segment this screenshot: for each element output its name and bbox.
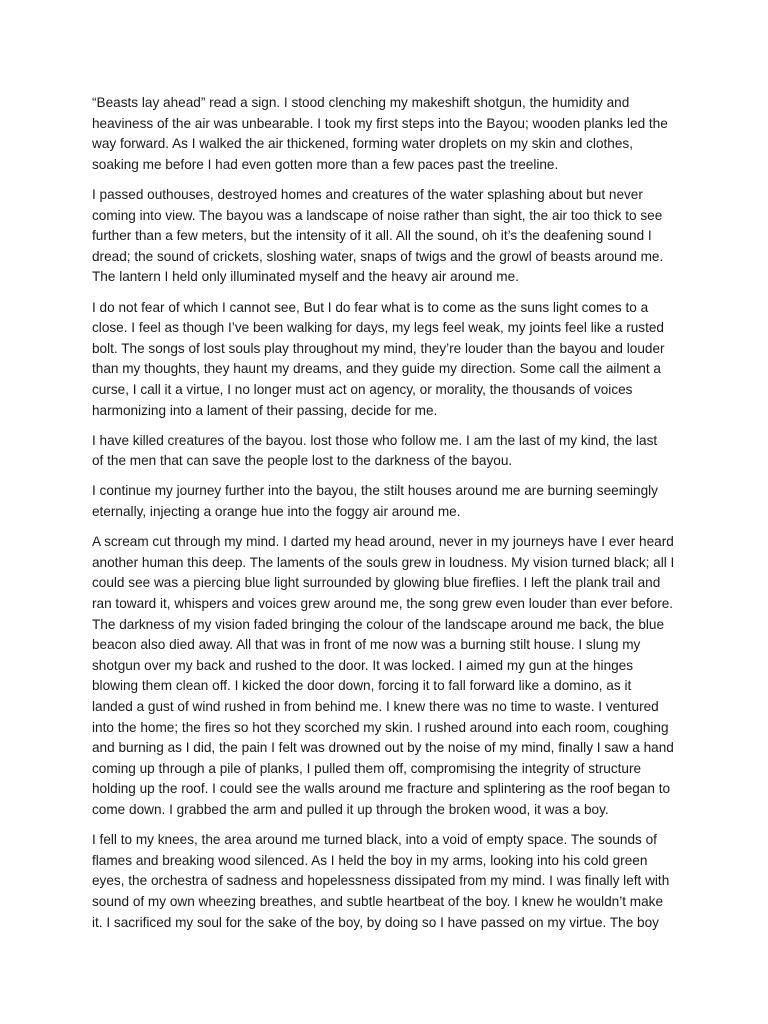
text-line: sound of my own wheezing breathes, and subtle heartbeat of the boy. I knew he wouldn’t make <box>92 893 664 909</box>
text-line: another human this deep. The laments of the souls grew in loudness. My vision turned black; all I <box>92 554 675 570</box>
text-line: landed a gust of wind rushed in from behind me. I knew there was no time to waste. I ventured <box>92 699 659 714</box>
text-line: curse, I call it a virtue, I no longer must act on agency, or morality, the thousands of voices <box>92 381 633 397</box>
text-line: come down. I grabbed the arm and pulled it up through the broken wood, it was a boy. <box>92 801 609 817</box>
text-line: I passed outhouses, destroyed homes and creatures of the water splashing about but never <box>92 186 643 202</box>
text-line: flames and breaking wood silenced. As I held the boy in my arms, looking into his cold green <box>92 852 648 868</box>
text-line: heaviness of the air was unbearable. I took my first steps into the Bayou; wooden planks led the <box>92 115 668 131</box>
text-line: I continue my journey further into the bayou, the stilt houses around me are burning seemingly <box>92 483 658 499</box>
text-line: close. I feel as though I’ve been walking for days, my legs feel weak, my joints feel like a rusted <box>92 320 664 336</box>
paragraph-2 <box>92 185 702 288</box>
text-line: ran toward it, whispers and voices grew around me, the song grew even louder than ever before. <box>92 596 674 612</box>
text-line: than my thoughts, they haunt my dreams, and they guide my direction. Some call the ailment a <box>92 361 661 377</box>
text-line: “Beasts lay ahead” read a sign. I stood clenching my makeshift shotgun, the humidity and <box>92 95 630 110</box>
text-line: of the men that can save the people lost to the darkness of the bayou. <box>92 453 513 469</box>
text-line: soaking me before I had even gotten more than a few paces past the treeline. <box>92 156 559 172</box>
paragraph-5 <box>92 481 702 522</box>
text-line: I fell to my knees, the area around me turned black, into a void of empty space. The sounds of <box>92 832 657 848</box>
text-line: eyes, the orchestra of sadness and hopelessness dissipated from my mind. I was finally left with <box>92 873 670 889</box>
text-line: I do not fear of which I cannot see, But I do fear what is to come as the suns light comes to a <box>92 299 649 315</box>
text-line: holding up the roof. I could see the walls around me fracture and splintering as the roof began to <box>92 781 671 797</box>
text-line: shotgun over my back and rushed to the door. It was locked. I aimed my gun at the hinges <box>92 657 634 673</box>
text-line: further than a few meters, but the intensity of it all. All the sound, oh it’s the deafening sound I <box>92 228 652 244</box>
text-line: The lantern I held only illuminated myself and the heavy air around me. <box>92 269 519 285</box>
paragraph-7 <box>92 830 702 933</box>
paragraph-4 <box>92 431 702 472</box>
text-line: could see was a piercing blue light surrounded by glowing blue fireflies. I left the plank trail and <box>92 575 661 591</box>
text-line: bolt. The songs of lost souls play throughout my mind, they’re louder than the bayou and louder <box>92 340 665 356</box>
text-line: eternally, injecting a orange hue into the foggy air around me. <box>92 504 461 520</box>
text-line: beacon also died away. All that was in front of me now was a burning stilt house. I slung my <box>92 637 641 653</box>
paragraph-6 <box>92 532 702 820</box>
text-line: The darkness of my vision faded bringing the colour of the landscape around me back, the blue <box>92 616 665 632</box>
text-line: harmonizing into a lament of their passing, decide for me. <box>92 402 438 418</box>
text-line: dread; the sound of crickets, sloshing water, snaps of twigs and the growl of beasts around me. <box>92 248 664 264</box>
text-line: coming into view. The bayou was a landscape of noise rather than sight, the air too thick to see <box>92 207 663 223</box>
text-line: and burning as I did, the pain I felt was drowned out by the noise of my mind, finally I saw a hand <box>92 740 674 756</box>
text-line: A scream cut through my mind. I darted my head around, never in my journeys have I ever heard <box>92 534 674 550</box>
text-line: way forward. As I walked the air thickened, forming water droplets on my skin and clothes, <box>92 136 633 152</box>
paragraph-3 <box>92 298 702 422</box>
text-line: I have killed creatures of the bayou. lost those who follow me. I am the last of my kind, the last <box>92 432 658 448</box>
text-line: into the home; the fires so hot they scorched my skin. I rushed around into each room, coughing <box>92 719 669 735</box>
text-line: coming up through a pile of planks, I pulled them off, compromising the integrity of structure <box>92 760 642 776</box>
text-line: it. I sacrificed my soul for the sake of the boy, by doing so I have passed on my virtue. The boy <box>92 914 659 930</box>
document-body <box>92 93 702 943</box>
paragraph-1 <box>92 93 702 175</box>
text-line: blowing them clean off. I kicked the door down, forcing it to fall forward like a domino, as it <box>92 678 632 694</box>
